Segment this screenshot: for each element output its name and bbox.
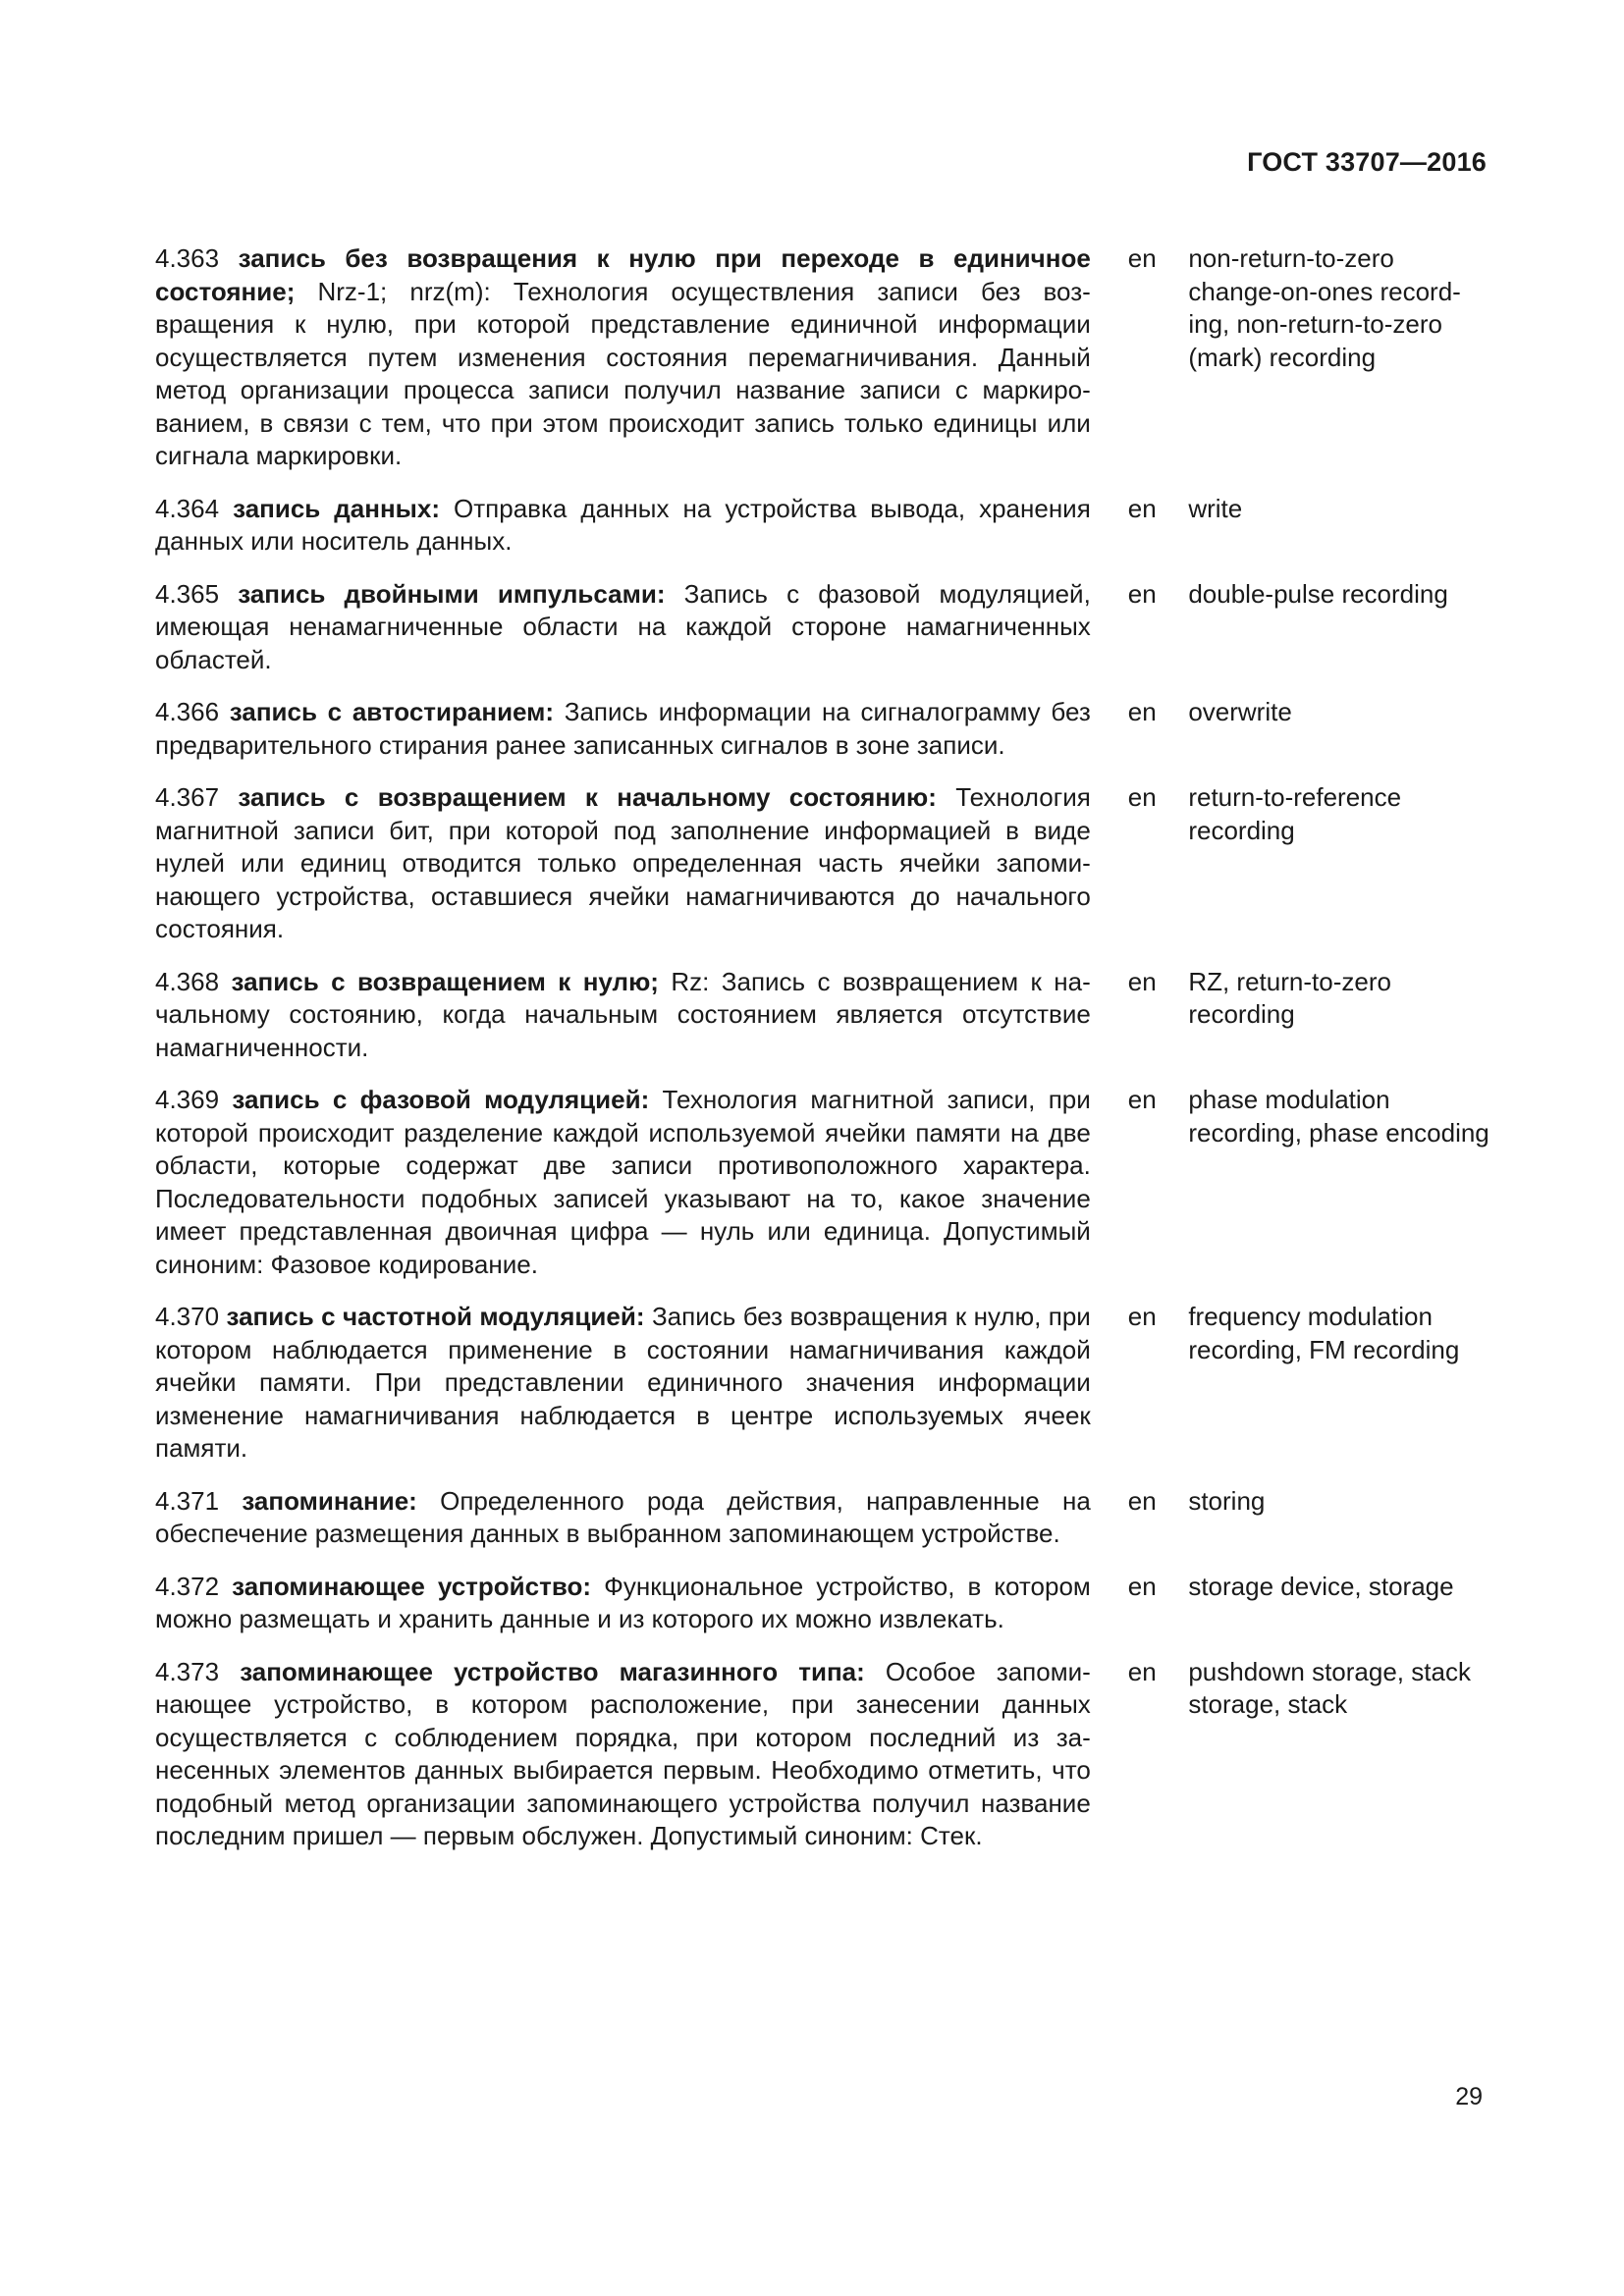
term-title: запись данных: bbox=[233, 493, 441, 523]
term-number: 4.370 bbox=[155, 1302, 220, 1331]
english-equivalent: phase modulation recording, phase encoding bbox=[1188, 1085, 1489, 1148]
definition-text: Технология магнитной записи, при которой происходит разделение каждой используемой ячейки памяти на две области, которые содержат две записи противоположного характера. Последовательности подобных записей указывают на то, какое значение имеет представленная двоичная цифра — нуль или единица. Допустимый синоним: Фазовое кодирование. bbox=[155, 1085, 1091, 1279]
language-code: en bbox=[1127, 243, 1157, 273]
term-number: 4.368 bbox=[155, 966, 220, 996]
term-entry bbox=[155, 1656, 1490, 1853]
definition-text: Rz: Запись с возвращением к начальному состоянию, когда начальным состоянием является отсутствие намагниченности. bbox=[155, 966, 1091, 1062]
english-equivalent: storage device, storage bbox=[1188, 1571, 1454, 1601]
term-number: 4.367 bbox=[155, 782, 220, 812]
language-code: en bbox=[1127, 1302, 1157, 1331]
language-code: en bbox=[1127, 1571, 1157, 1601]
language-code: en bbox=[1127, 966, 1157, 996]
term-entry bbox=[155, 493, 1490, 559]
definition-text: Функциональное устройство, в котором можно размещать и хранить данные и из которого их можно извлекать. bbox=[155, 1571, 1091, 1633]
term-entry bbox=[155, 696, 1490, 762]
term-title: запись с автостиранием: bbox=[229, 697, 555, 726]
definition-text: Особое запоминающее устройство, в котором расположение, при занесении данных осуществляется с соблюдением порядка, при котором последний из занесенных элементов данных выбирается первым. Необходимо отметить, что подобный метод организации запоминающего устройства получил название последним пришел — первым обслужен. Допустимый синоним: Стек. bbox=[155, 1656, 1091, 1850]
term-entry bbox=[155, 781, 1490, 946]
english-equivalent: storing bbox=[1188, 1485, 1266, 1516]
definition bbox=[155, 781, 1091, 946]
term-entry bbox=[155, 1301, 1490, 1466]
term-number: 4.366 bbox=[155, 697, 220, 726]
english-equivalent: write bbox=[1188, 493, 1243, 523]
term-title: запись без возвращения к нулю при переходе в единичное состояние; bbox=[155, 243, 1091, 306]
term-title: запись двойными импульсами: bbox=[238, 578, 666, 609]
term-number: 4.373 bbox=[155, 1656, 220, 1686]
term-number: 4.372 bbox=[155, 1571, 220, 1601]
term-number: 4.364 bbox=[155, 493, 220, 523]
page-number: 29 bbox=[1455, 2083, 1483, 2110]
definition bbox=[155, 1571, 1091, 1636]
definition-text: Запись без возвращения к нулю, при котором наблюдается применение в состоянии намагничивания каждой ячейки памяти. При представлении единичного значения информации изменение намагничивания наблюдается в центре используемых ячеек памяти. bbox=[155, 1302, 1091, 1463]
english-equivalent: pushdown storage, stack storage, stack bbox=[1188, 1656, 1471, 1719]
language-code: en bbox=[1127, 493, 1157, 523]
definition-text: Определенного рода действия, направленные на обеспечение размещения данных в выбранном запоминающем устройстве. bbox=[155, 1485, 1091, 1548]
term-entry bbox=[155, 1084, 1490, 1281]
definition bbox=[155, 493, 1091, 559]
term-number: 4.371 bbox=[155, 1485, 220, 1516]
term-entry bbox=[155, 1571, 1490, 1636]
english-equivalent: overwrite bbox=[1188, 697, 1292, 726]
term-title: запись с возвращением к нулю; bbox=[231, 966, 659, 996]
definition bbox=[155, 1084, 1091, 1281]
term-title: запись с частотной модуляцией: bbox=[226, 1302, 645, 1331]
definition-text: Технология магнитной записи бит, при которой под заполнение информацией в виде нулей или единиц отводится только определенная часть ячейки запоминающего устройства, оставшиеся ячейки намагничиваются до начального состояния. bbox=[155, 782, 1091, 943]
definition bbox=[155, 696, 1091, 762]
english-equivalent: non-return-to-zero change-on-ones recording, non-return-to-zero (mark) recording bbox=[1188, 243, 1461, 372]
term-entry bbox=[155, 242, 1490, 473]
definition-text: Запись информации на сигналограмму без предварительного стирания ранее записанных сигналов в зоне записи. bbox=[155, 697, 1091, 760]
term-number: 4.363 bbox=[155, 243, 220, 273]
language-code: en bbox=[1127, 1485, 1157, 1516]
term-entry bbox=[155, 966, 1490, 1065]
term-number: 4.365 bbox=[155, 578, 220, 609]
term-number: 4.369 bbox=[155, 1085, 220, 1114]
definition bbox=[155, 966, 1091, 1065]
definition bbox=[155, 578, 1091, 677]
english-equivalent: double-pulse recording bbox=[1188, 578, 1448, 609]
definition bbox=[155, 1485, 1091, 1551]
definition bbox=[155, 1301, 1091, 1466]
english-equivalent: RZ, return-to-zero recording bbox=[1188, 966, 1391, 1029]
definition-text: Запись с фазовой модуляцией, имеющая ненамагниченные области на каждой стороне намагниченных областей. bbox=[155, 578, 1091, 674]
term-title: запись с возвращением к начальному состоянию: bbox=[238, 782, 937, 812]
term-title: запись с фазовой модуляцией: bbox=[232, 1085, 650, 1114]
definition bbox=[155, 242, 1091, 473]
term-title: запоминающее устройство магазинного типа: bbox=[240, 1656, 865, 1686]
language-code: en bbox=[1127, 1085, 1157, 1114]
definition-text: Nrz-1; nrz(m): Технология осуществления записи без возвращения к нулю, при которой представление единичной информации осуществляется путем изменения состояния перемагничивания. Данный метод организации процесса записи получил название записи с маркированием, в связи с тем, что при этом происходит запись только единицы или сигнала маркировки. bbox=[155, 276, 1091, 470]
language-code: en bbox=[1127, 697, 1157, 726]
term-entries bbox=[155, 242, 1490, 1873]
document-header: ГОСТ 33707—2016 bbox=[1247, 147, 1487, 177]
definition bbox=[155, 1656, 1091, 1853]
definition-text: Отправка данных на устройства вывода, хранения данных или носитель данных. bbox=[155, 493, 1091, 556]
term-title: запоминающее устройство: bbox=[232, 1571, 592, 1601]
language-code: en bbox=[1127, 782, 1157, 812]
language-code: en bbox=[1127, 578, 1157, 609]
english-equivalent: frequency modulation recording, FM recording bbox=[1188, 1302, 1460, 1364]
english-equivalent: return-to-reference recording bbox=[1188, 782, 1402, 845]
language-code: en bbox=[1127, 1656, 1157, 1686]
term-title: запоминание: bbox=[242, 1485, 417, 1516]
term-entry bbox=[155, 578, 1490, 677]
term-entry bbox=[155, 1485, 1490, 1551]
